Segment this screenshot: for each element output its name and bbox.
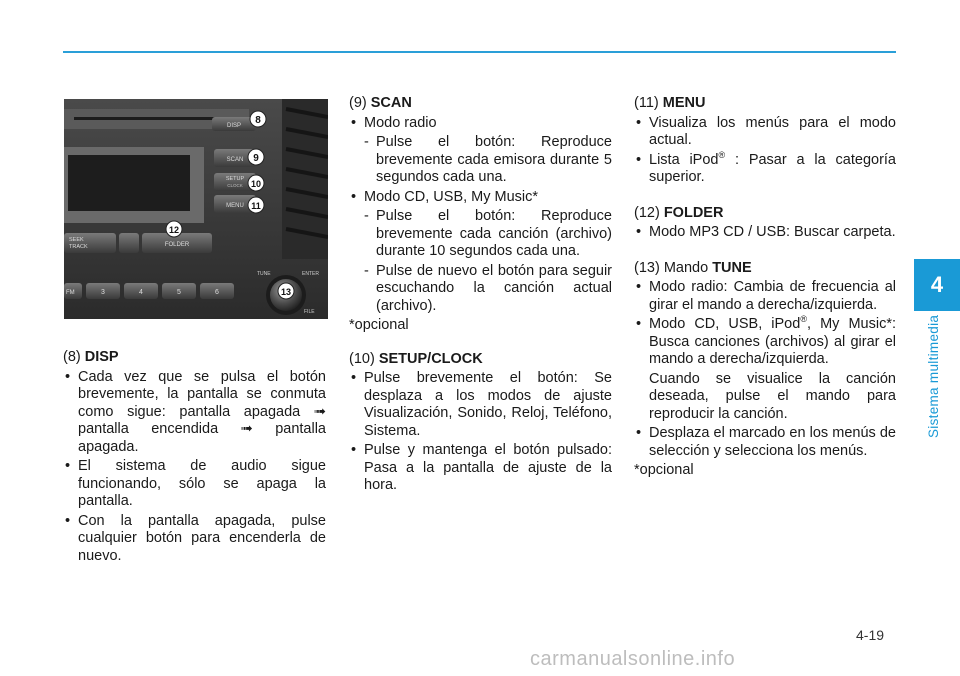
callout-8 xyxy=(250,111,266,127)
tune-bullet-1: • Modo radio: Cambia de frecuencia al girar el mando a derecha/izquierda. xyxy=(634,279,896,314)
column-middle xyxy=(349,95,612,497)
preset-3-label: 3 xyxy=(101,289,105,296)
tune-heading: (13) Mando TUNE xyxy=(634,259,752,276)
page-number: 4-19 xyxy=(856,627,885,643)
tune-label: TUNE xyxy=(257,271,271,277)
folder-heading: (12) FOLDER xyxy=(634,204,724,221)
tune-bullet-2: • Modo CD, USB, iPod®, My Music*: Busca canciones (archivos) al girar el mando a derecha/izquierda. xyxy=(634,316,896,369)
svg-text:13: 13 xyxy=(280,287,292,297)
menu-heading: (11) MENU xyxy=(634,95,706,111)
optional-note-2: *opcional xyxy=(634,462,694,478)
svg-text:12: 12 xyxy=(168,225,180,235)
scan-radio-detail: - Pulse el botón: Reproduce brevemente cada emisora durante 5 segundos cada una. xyxy=(349,134,612,187)
disp-bullet-2: • El sistema de audio sigue funcionando, sólo se apaga la pantalla. xyxy=(63,458,326,511)
enter-label: ENTER xyxy=(302,271,319,277)
track-label: TRACK xyxy=(69,244,88,250)
clock-button-label: CLOCK xyxy=(227,183,243,188)
chapter-tab: 4 xyxy=(914,259,960,311)
folder-bullet-1: • Modo MP3 CD / USB: Buscar carpeta. xyxy=(634,224,896,242)
column-left xyxy=(63,349,326,567)
column-right xyxy=(634,95,896,480)
scan-cd-detail-2: - Pulse de nuevo el botón para seguir escuchando la canción actual (archivo). xyxy=(349,263,612,316)
callout-12 xyxy=(166,221,182,237)
header-rule xyxy=(63,51,896,53)
setup-bullet-1: • Pulse brevemente el botón: Se desplaza a los modos de ajuste Visualización, Sonido, Reloj, Teléfono, Sistema. xyxy=(349,370,612,440)
callout-10 xyxy=(248,175,264,191)
watermark: carmanualsonline.info xyxy=(530,648,736,670)
menu-button-label: MENU xyxy=(226,203,244,209)
callout-11 xyxy=(248,197,264,213)
disp-button-label: DISP xyxy=(226,123,242,129)
disp-bullet-1: • Cada vez que se pulsa el botón brevemente, la pantalla se conmuta como sigue: pantalla apagada ➟ pantalla encendida ➟ pantalla apagada. xyxy=(63,369,326,457)
chapter-label: Sistema multimedia xyxy=(926,314,941,438)
callout-9 xyxy=(248,149,264,165)
svg-text:9: 9 xyxy=(253,153,259,164)
setup-heading: (10) SETUP/CLOCK xyxy=(349,350,483,367)
menu-bullet-1: • Visualiza los menús para el modo actual. xyxy=(634,115,896,150)
audio-unit-photo xyxy=(64,99,328,319)
seek-label: SEEK xyxy=(69,237,84,243)
svg-text:8: 8 xyxy=(255,115,261,126)
fm-label: FM xyxy=(66,290,75,296)
setup-bullet-2: • Pulse y mantenga el botón pulsado: Pasa a la pantalla de ajuste de la hora. xyxy=(349,442,612,495)
menu-bullet-2: • Lista iPod® : Pasar a la categoría superior. xyxy=(634,152,896,187)
scan-cd-bullet: • Modo CD, USB, My Music* xyxy=(349,189,612,207)
setup-button-label: SETUP xyxy=(225,176,245,182)
svg-text:11: 11 xyxy=(251,201,261,211)
callout-13 xyxy=(278,283,294,299)
svg-text:10: 10 xyxy=(250,179,262,189)
scan-button-label: SCAN xyxy=(226,157,244,163)
tune-bullet-3: • Desplaza el marcado en los menús de selección y selecciona los menús. xyxy=(634,425,896,460)
scan-radio-bullet: • Modo radio xyxy=(349,115,612,133)
disp-heading: (8) DISP xyxy=(63,349,119,365)
preset-4-label: 4 xyxy=(139,289,143,296)
tune-bullet-2-para: Cuando se visualice la canción deseada, pulse el mando para reproducir la canción. xyxy=(649,370,896,422)
preset-6-label: 6 xyxy=(215,289,219,296)
scan-heading: (9) SCAN xyxy=(349,95,412,111)
file-label: FILE xyxy=(304,309,315,315)
disp-bullet-3: • Con la pantalla apagada, pulse cualquier botón para encenderla de nuevo. xyxy=(63,513,326,566)
scan-cd-detail-1: - Pulse el botón: Reproduce brevemente cada canción (archivo) durante 10 segundos cada una. xyxy=(349,208,612,261)
preset-5-label: 5 xyxy=(177,289,181,296)
optional-note: *opcional xyxy=(349,317,409,333)
folder-button-label: FOLDER xyxy=(164,242,190,248)
